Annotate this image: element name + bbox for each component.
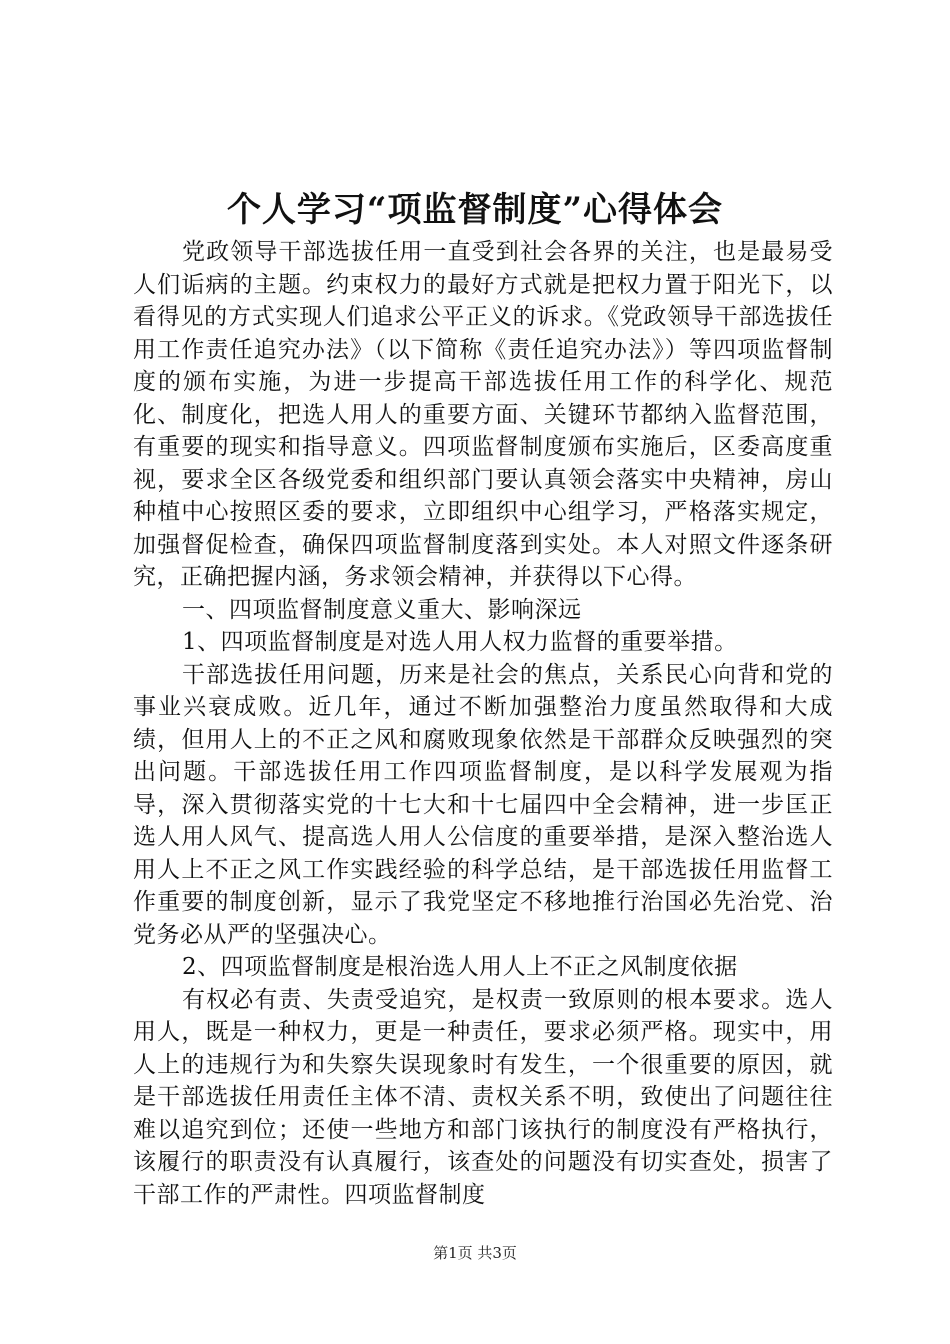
paragraph-1: 干部选拔任用问题，历来是社会的焦点，关系民心向背和党的事业兴衰成败。近几年，通过不断加强整治力度虽然取得和大成绩，但用人上的不正之风和腐败现象依然是干部群众反映强烈的突出问题。干部选拔任用工作四项监督制度，是以科学发展观为指导，深入贯彻落实党的十七大和十七届四中全会精神，进一步匡正选人用人风气、提高选人用人公信度的重要举措，是深入整治选人用人上不正之风工作实践经验的科学总结，是干部选拔任用监督工作重要的制度创新，显示了我党坚定不移地推行治国必先治党、治党务必从严的坚强决心。 <box>133 661 833 948</box>
subheading-1: 1、四项监督制度是对选人用人权力监督的重要举措。 <box>182 629 738 655</box>
document-body <box>133 236 833 1211</box>
document-title: 个人学习“项监督制度”心得体会 <box>226 190 724 230</box>
page-footer: 第1页 共3页 <box>433 1244 517 1262</box>
subheading-2: 2、四项监督制度是根治选人用人上不正之风制度依据 <box>182 954 738 980</box>
paragraph-intro: 党政领导干部选拔任用一直受到社会各界的关注，也是最易受人们诟病的主题。约束权力的最好方式就是把权力置于阳光下，以看得见的方式实现人们追求公平正义的诉求。《党政领导干部选拔任用工作责任追究办法》（以下简称《责任追究办法》）等四项监督制度的颁布实施，为进一步提高干部选拔任用工作的科学化、规范化、制度化，把选人用人的重要方面、关键环节都纳入监督范围，有重要的现实和指导意义。四项监督制度颁布实施后，区委高度重视，要求全区各级党委和组织部门要认真领会落实中央精神，房山种植中心按照区委的要求，立即组织中心组学习，严格落实规定，加强督促检查，确保四项监督制度落到实处。本人对照文件逐条研究，正确把握内涵，务求领会精神，并获得以下心得。 <box>133 239 833 590</box>
paragraph-2: 有权必有责、失责受追究，是权责一致原则的根本要求。选人用人，既是一种权力，更是一种责任，要求必须严格。现实中，用人上的违规行为和失察失误现象时有发生，一个很重要的原因，就是干部选拔任用责任主体不清、责权关系不明，致使出了问题往往难以追究到位；还使一些地方和部门该执行的制度没有严格执行，该履行的职责没有认真履行，该查处的问题没有切实查处，损害了干部工作的严肃性。四项监督制度 <box>133 986 833 1208</box>
section-heading-1: 一、四项监督制度意义重大、影响深远 <box>182 596 582 623</box>
